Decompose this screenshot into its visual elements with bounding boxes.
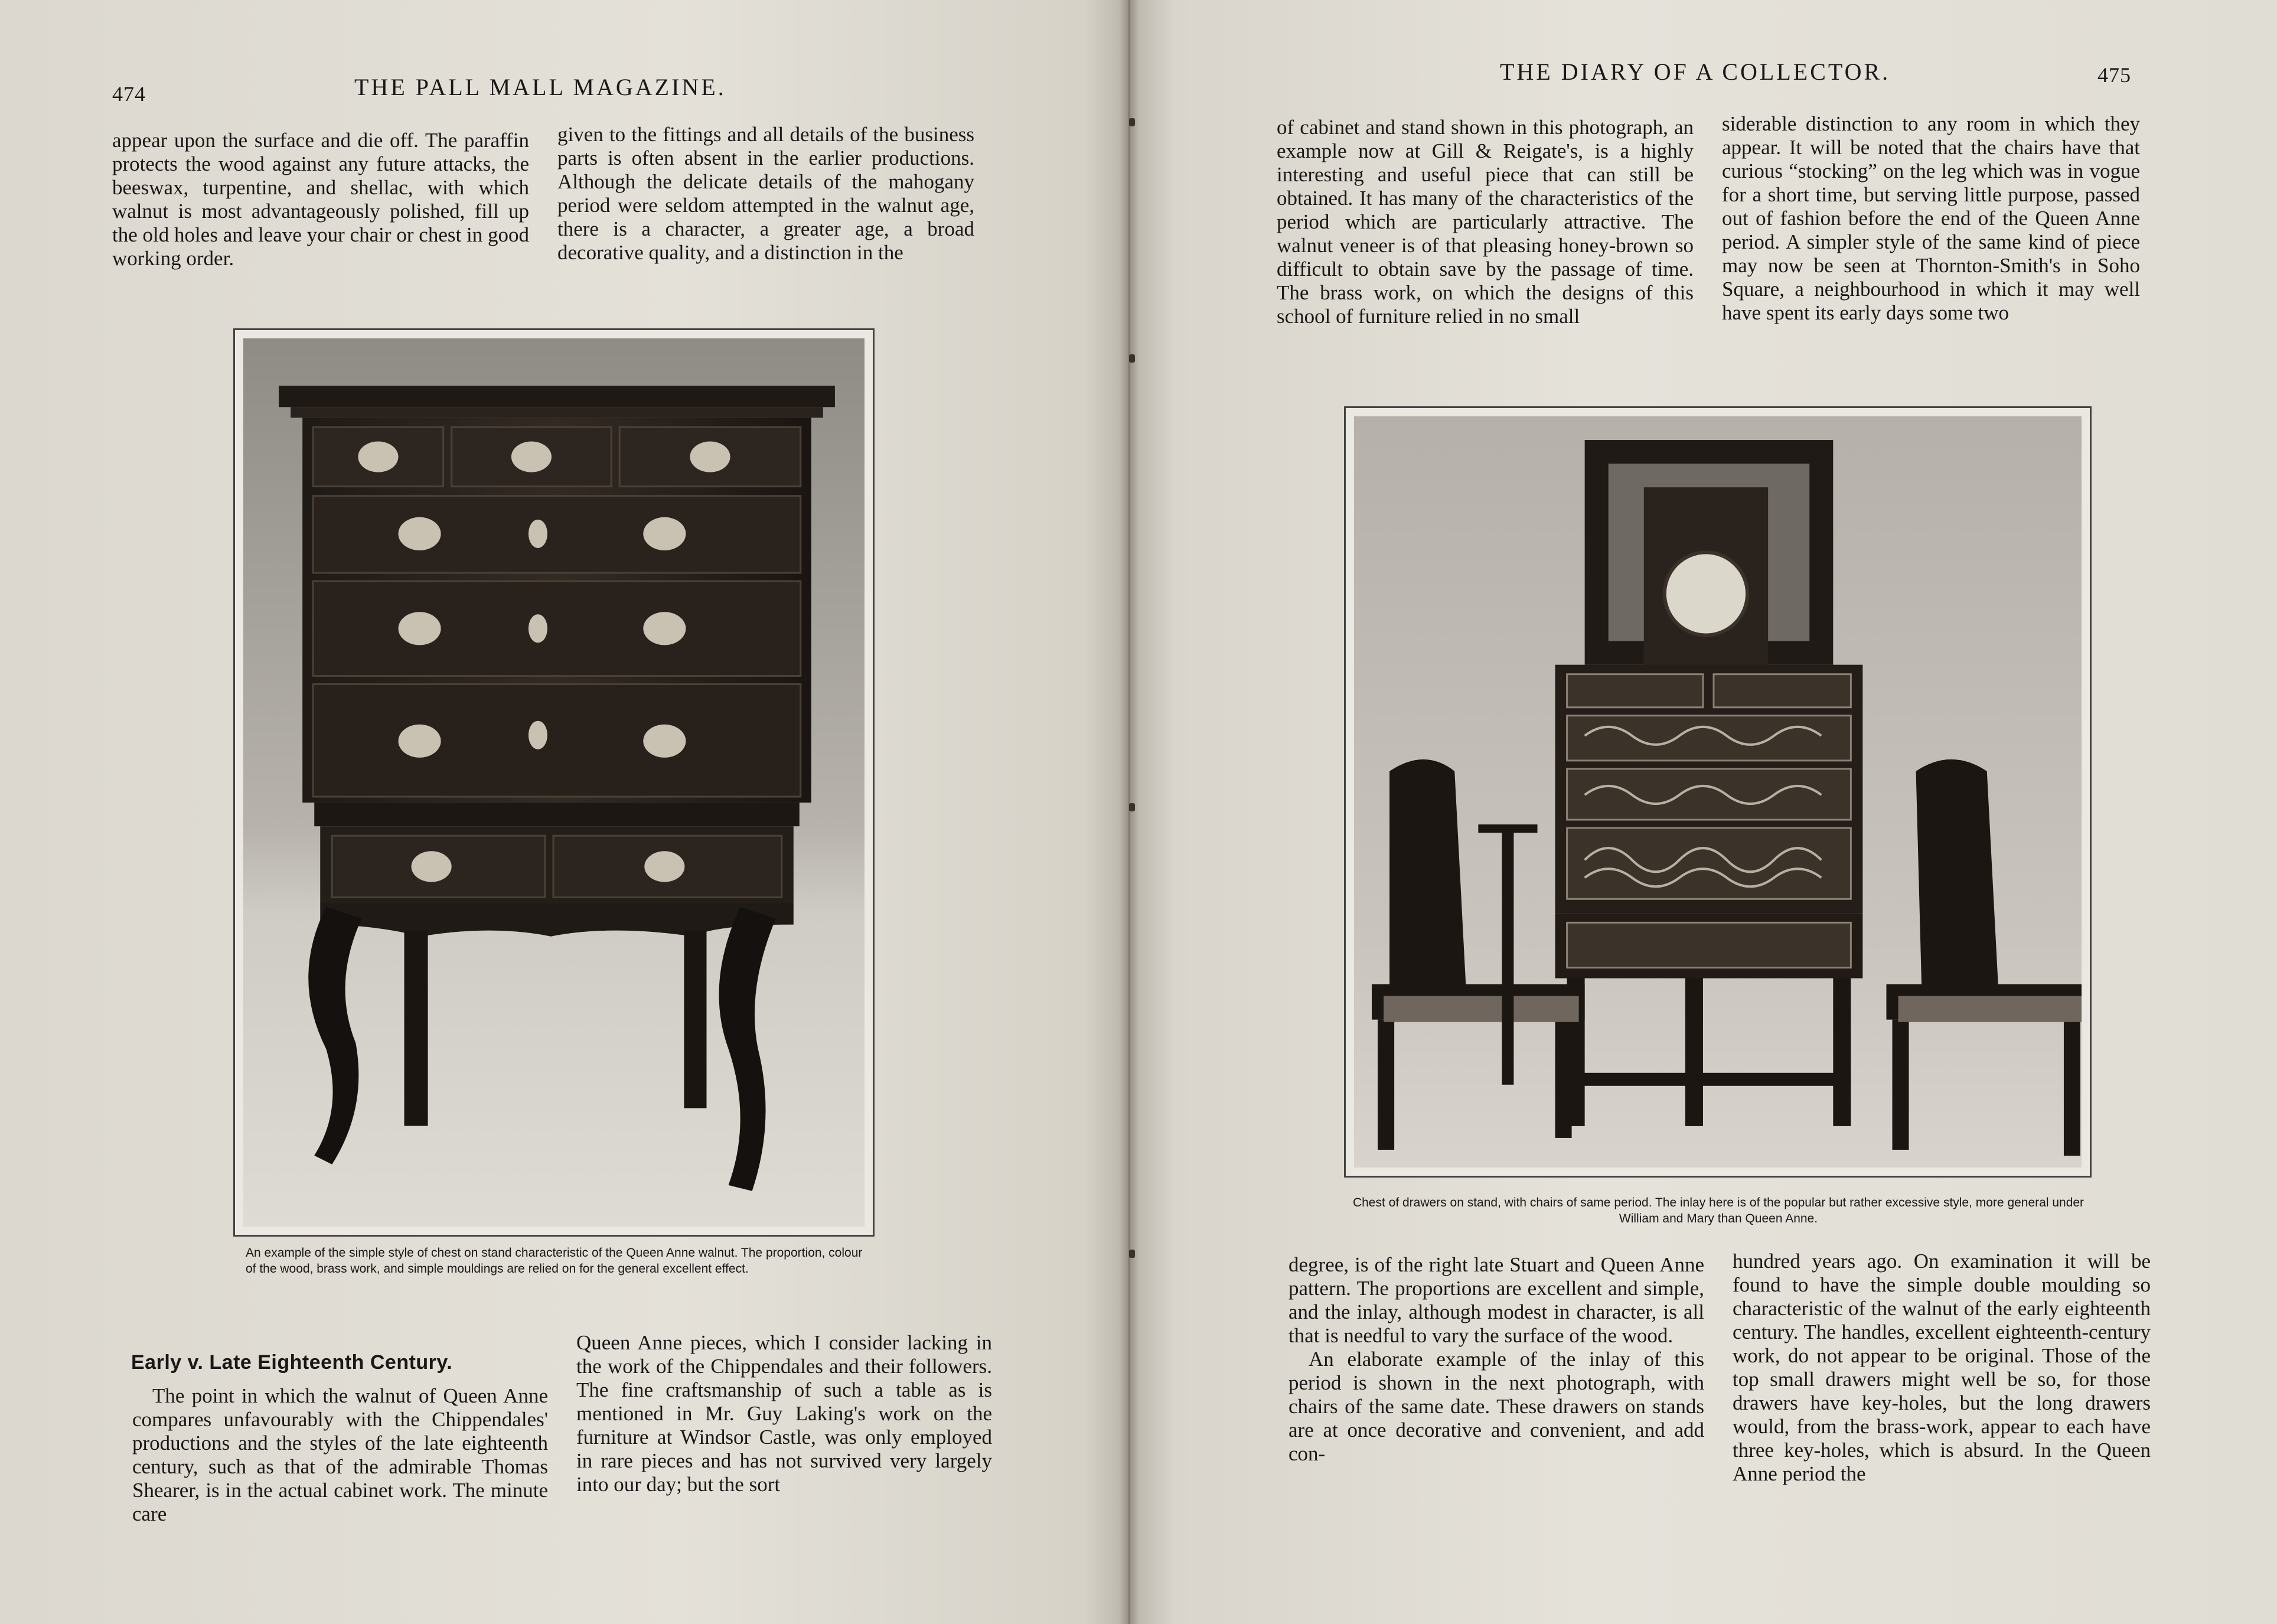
right-col1-top	[1277, 116, 1694, 328]
right-folio: 475	[2097, 63, 2131, 87]
paragraph: Queen Anne pieces, which I consider lacking in the work of the Chippendales and their followers. The fine craftsmanship of such a table as is mentioned in Mr. Guy Laking's work on the furniture at Windsor Castle, was only employed in rare pieces and has not survived very largely into our day; but the sort	[576, 1331, 992, 1496]
binding-gutter	[1119, 0, 1139, 1624]
left-running-head: THE PALL MALL MAGAZINE.	[354, 74, 726, 100]
right-col1-bottom	[1288, 1253, 1704, 1466]
left-col2-bottom	[576, 1331, 992, 1496]
right-col2-top	[1722, 112, 2140, 325]
paragraph: The point in which the walnut of Queen Anne compares unfavourably with the Chippendales' productions and the styles of the late eighteenth century, such as that of the admirable Thomas Shearer, is in the actual cabinet work. The minute care	[132, 1384, 548, 1525]
plate-chest-on-stand	[233, 328, 875, 1237]
left-plate-caption: An example of the simple style of chest on stand characteristic of the Queen Anne walnut. The proportion, colour of the wood, brass work, and simple mouldings are relied on for the general excellent effect.	[246, 1246, 863, 1276]
binding-stitch	[1129, 803, 1135, 811]
left-page	[0, 0, 1129, 1624]
binding-stitch	[1129, 118, 1135, 126]
left-col2-top	[557, 123, 974, 265]
paragraph: appear upon the surface and die off. The paraffin protects the wood against any future attacks, the beeswax, turpentine, and shellac, with which walnut is most advantageously polished, fill up the old holes and leave your chair or chest in good working order.	[112, 129, 529, 270]
paragraph: degree, is of the right late Stuart and Queen Anne pattern. The proportions are excellent and simple, and the inlay, although modest in character, is all that is needful to vary the surface of the wood.	[1288, 1253, 1704, 1347]
right-col2-bottom	[1733, 1250, 2151, 1486]
left-folio: 474	[112, 82, 146, 106]
binding-stitch	[1129, 354, 1135, 363]
section-heading: Early v. Late Eighteenth Century.	[131, 1351, 453, 1374]
paragraph: of cabinet and stand shown in this photograph, an example now at Gill & Reigate's, is a highly interesting and useful piece that can still be obtained. It has many of the characteristics of the period which are particularly attractive. The walnut veneer is of that pleasing honey-brown so difficult to obtain save by the passage of time. The brass work, on which the designs of this school of furniture relied in no small	[1277, 116, 1694, 328]
paragraph: hundred years ago. On examination it will be found to have the simple double moulding so characteristic of the walnut of the early eighteenth century. The handles, excellent eighteenth-century work, do not appear to be original. Those of the top small drawers might well be so, for those drawers have key-holes, but the long drawers would, from the brass-work, appear to each have three key-holes, which is absurd. In the Queen Anne period the	[1733, 1250, 2151, 1485]
left-col1-bottom	[132, 1384, 548, 1526]
photo-chest-with-chairs	[1354, 416, 2082, 1168]
right-page	[1129, 0, 2277, 1624]
paragraph: siderable distinction to any room in which they appear. It will be noted that the chairs have that curious “stocking” on the leg which was in vogue for a short time, but serving little purpose, passed out of fashion before the end of the Queen Anne period. A simpler style of the same kind of piece may now be seen at Thornton-Smith's in Soho Square, a neighbourhood in which it may well have spent its early days some two	[1722, 112, 2140, 324]
chest-on-stand-illustration	[243, 338, 865, 1227]
paragraph: given to the fittings and all details of the business parts is often absent in the earlier productions. Although the delicate details of the mahogany period were seldom attempted in the walnut age, there is a character, a greater age, a broad decorative quality, and a distinction in the	[557, 123, 974, 264]
right-plate-caption: Chest of drawers on stand, with chairs of same period. The inlay here is of the popular but rather excessive style, more general under William and Mary than Queen Anne.	[1352, 1196, 2084, 1225]
photo-chest-on-stand	[243, 338, 865, 1227]
binding-stitch	[1129, 1250, 1135, 1258]
paragraph: An elaborate example of the inlay of this period is shown in the next photograph, with chairs of the same date. These drawers on stands are at once decorative and convenient, and add con-	[1288, 1348, 1704, 1465]
left-col1-top	[112, 129, 529, 270]
chest-with-chairs-illustration	[1354, 416, 2082, 1168]
right-running-head: THE DIARY OF A COLLECTOR.	[1500, 58, 1891, 85]
plate-chest-with-chairs	[1344, 406, 2092, 1178]
